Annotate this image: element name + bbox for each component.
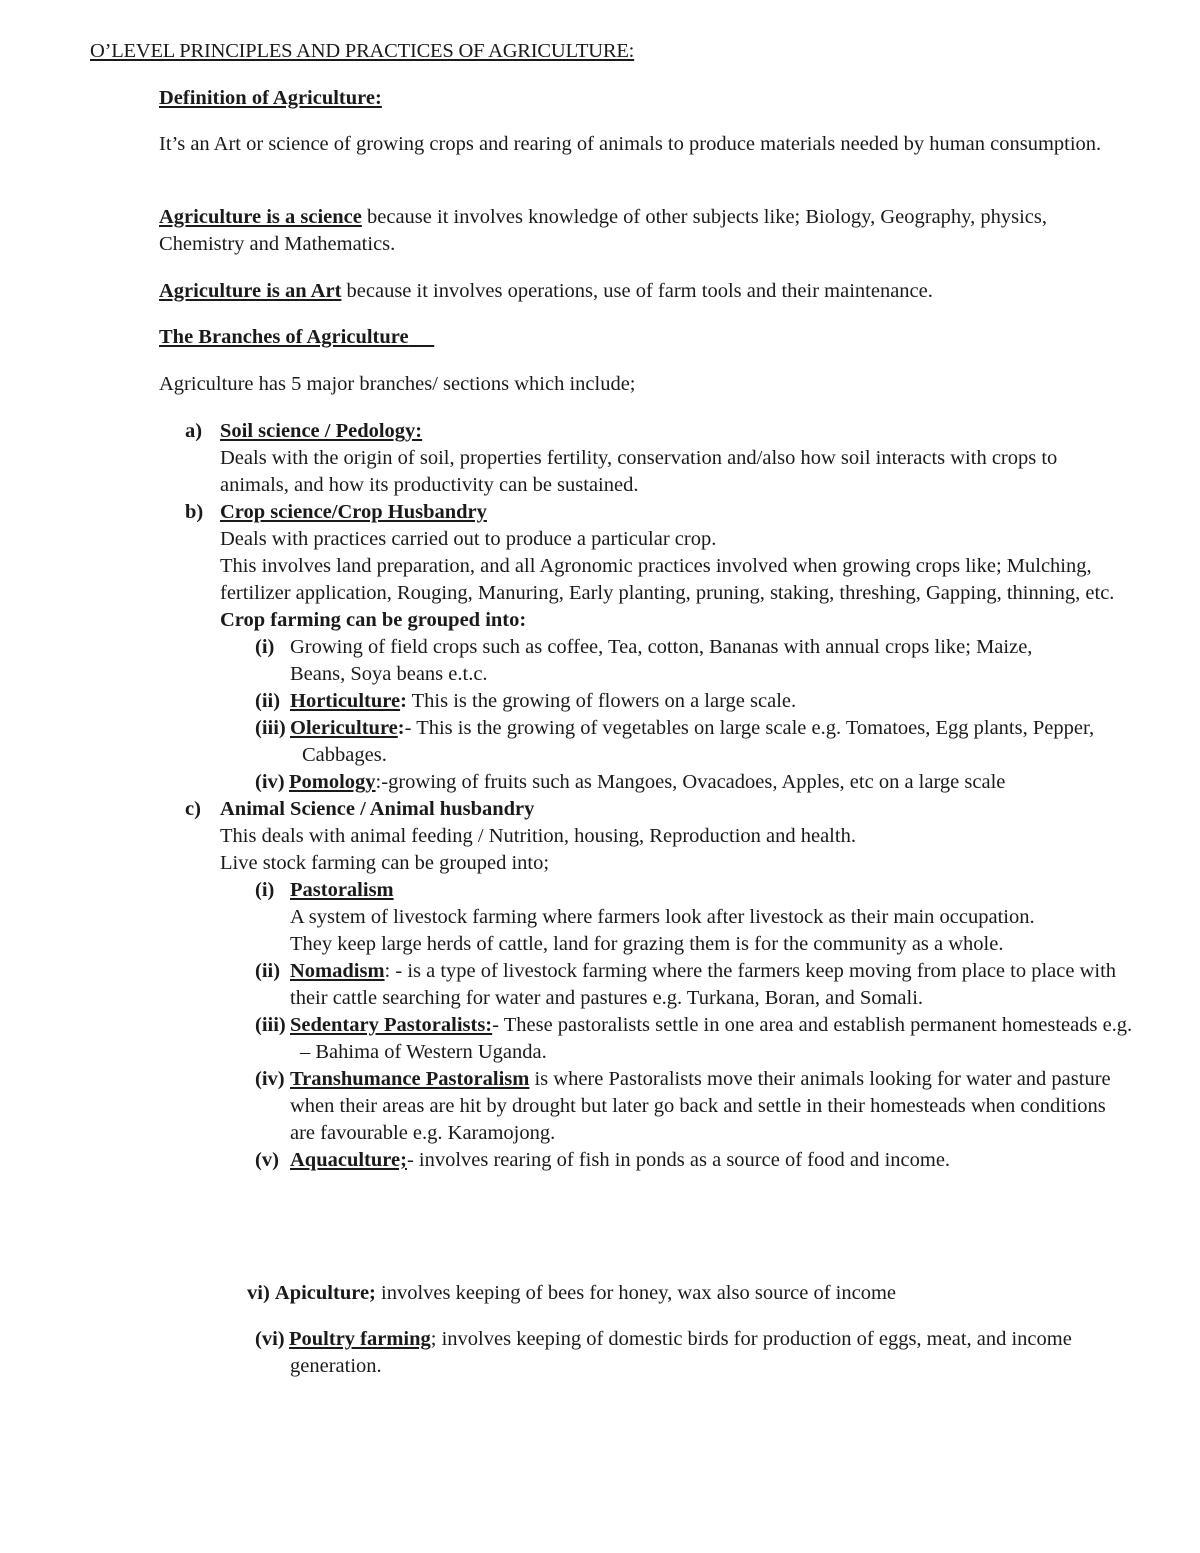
animal-group-item — [220, 877, 1139, 958]
group-marker: (vi) — [255, 1328, 285, 1350]
group-text: - This is the growing of vegetables on large scale e.g. Tomatoes, Egg plants, Pepper, Cabbages. — [302, 717, 1095, 766]
branches-heading-text: The Branches of Agriculture — [159, 326, 409, 348]
branch-text: This deals with animal feeding / Nutrition, housing, Reproduction and health. — [220, 825, 856, 847]
branch-title: Crop science/Crop Husbandry — [220, 501, 487, 523]
group-text: This is the growing of flowers on a large scale. — [406, 690, 797, 712]
group-text: :-growing of fruits such as Mangoes, Ovacadoes, Apples, etc on a large scale — [375, 771, 1006, 793]
branch-text: This involves land preparation, and all Agronomic practices involved when growing crops like; Mulching, fertilizer application, Rouging, Manuring, Early planting, pruning, staking, threshing, Gapping, thinning, etc. — [220, 555, 1115, 604]
group-heading: Crop farming can be grouped into: — [220, 609, 527, 631]
branches-list — [159, 418, 1139, 1174]
animal-group-item — [220, 1012, 1139, 1066]
group-marker: vi) — [247, 1282, 270, 1304]
group-text: Growing of field crops such as coffee, Tea, cotton, Bananas with annual crops like; Maize, Beans, Soya beans e.t.c. — [290, 636, 1033, 685]
group-text: - These pastoralists settle in one area and establish permanent homesteads e.g. – Bahima of Western Uganda. — [300, 1014, 1133, 1063]
branch-soil — [159, 418, 1139, 499]
group-marker: (i) — [255, 879, 275, 901]
branch-title: Animal Science / Animal husbandry — [220, 798, 535, 820]
branches-intro: Agriculture has 5 major branches/ sections which include; — [159, 373, 636, 395]
group-marker: (v) — [255, 1149, 279, 1171]
apiculture-item — [247, 1280, 1200, 1307]
branch-text: Deals with the origin of soil, properties fertility, conservation and/also how soil interacts with crops to animals, and how its productivity can be sustained. — [220, 447, 1058, 496]
poultry-item-wrap — [159, 1326, 1139, 1380]
definition-text: It’s an Art or science of growing crops and rearing of animals to produce materials needed by human consumption. — [159, 133, 1102, 155]
group-text: A system of livestock farming where farmers look after livestock as their main occupation. — [290, 906, 1035, 928]
branch-animal — [159, 796, 1139, 1174]
crop-group-item: (ii) Horticulture: This is the growing of flowers on a large scale. — [220, 688, 1139, 715]
animal-group-item — [220, 1147, 1139, 1174]
science-label: Agriculture is a science — [159, 206, 362, 228]
group-text: They keep large herds of cattle, land for grazing them is for the community as a whole. — [290, 933, 1004, 955]
poultry-item — [159, 1326, 1139, 1380]
art-label: Agriculture is an Art — [159, 280, 342, 302]
definition-heading: Definition of Agriculture: — [159, 87, 382, 109]
branches-heading — [159, 324, 1139, 351]
crop-group-item: (iii) Olericulture:- This is the growing of vegetables on large scale e.g. Tomatoes, Egg plants, Pepper, Cabbages. — [255, 717, 1095, 766]
science-text: because it involves knowledge of other subjects like; Biology, Geography, physics, Chemistry and Mathematics. — [159, 206, 1047, 255]
group-text: is where Pastoralists move their animals looking for water and pasture when their areas are hit by drought but later go back and settle in their homesteads when conditions are favourable e.g. Karamojong. — [290, 1068, 1111, 1144]
animal-group-item — [220, 1066, 1139, 1147]
group-term: Pomology — [289, 771, 376, 793]
group-text: - involves rearing of fish in ponds as a source of food and income. — [406, 1149, 951, 1171]
group-marker: (iv) — [255, 771, 285, 793]
group-text: involves keeping of bees for honey, wax also source of income — [375, 1282, 897, 1304]
crop-group-item — [220, 634, 1139, 688]
group-term: Nomadism — [290, 960, 385, 982]
group-marker: (ii) — [255, 960, 281, 982]
group-term: Olericulture — [290, 717, 398, 739]
branch-marker: a) — [185, 420, 203, 442]
document-title: O’LEVEL PRINCIPLES AND PRACTICES OF AGRICULTURE: — [90, 40, 635, 62]
branch-text: Live stock farming can be grouped into; — [220, 852, 550, 874]
group-marker: (i) — [255, 636, 275, 658]
crop-group-item — [220, 769, 1139, 796]
art-text: because it involves operations, use of farm tools and their maintenance. — [341, 280, 933, 302]
group-term: Aquaculture; — [290, 1149, 407, 1171]
group-text: ; involves keeping of domestic birds for production of eggs, meat, and income generation. — [290, 1328, 1072, 1377]
group-marker: (iii) — [255, 717, 286, 739]
branch-text: Deals with practices carried out to produce a particular crop. — [220, 528, 717, 550]
art-paragraph — [159, 278, 1139, 305]
group-marker: (ii) — [255, 690, 281, 712]
group-term: Poultry farming — [289, 1328, 431, 1350]
branch-title: Soil science / Pedology: — [220, 420, 423, 442]
branch-crop — [159, 499, 1139, 796]
group-marker: (iii) — [255, 1014, 286, 1036]
group-term: Horticulture — [290, 690, 401, 712]
branch-marker: c) — [185, 798, 201, 820]
group-term: Sedentary Pastoralists: — [290, 1014, 493, 1036]
group-term: Apiculture; — [274, 1282, 376, 1304]
branch-marker: b) — [185, 501, 204, 523]
group-marker: (iv) — [255, 1068, 285, 1090]
group-term: Pastoralism — [290, 879, 394, 901]
group-text: : - is a type of livestock farming where the farmers keep moving from place to place with their cattle searching for water and pastures e.g. Turkana, Boran, and Somali. — [290, 960, 1117, 1009]
science-paragraph — [159, 204, 1119, 258]
group-term: Transhumance Pastoralism — [290, 1068, 530, 1090]
animal-group-item — [220, 958, 1139, 1012]
